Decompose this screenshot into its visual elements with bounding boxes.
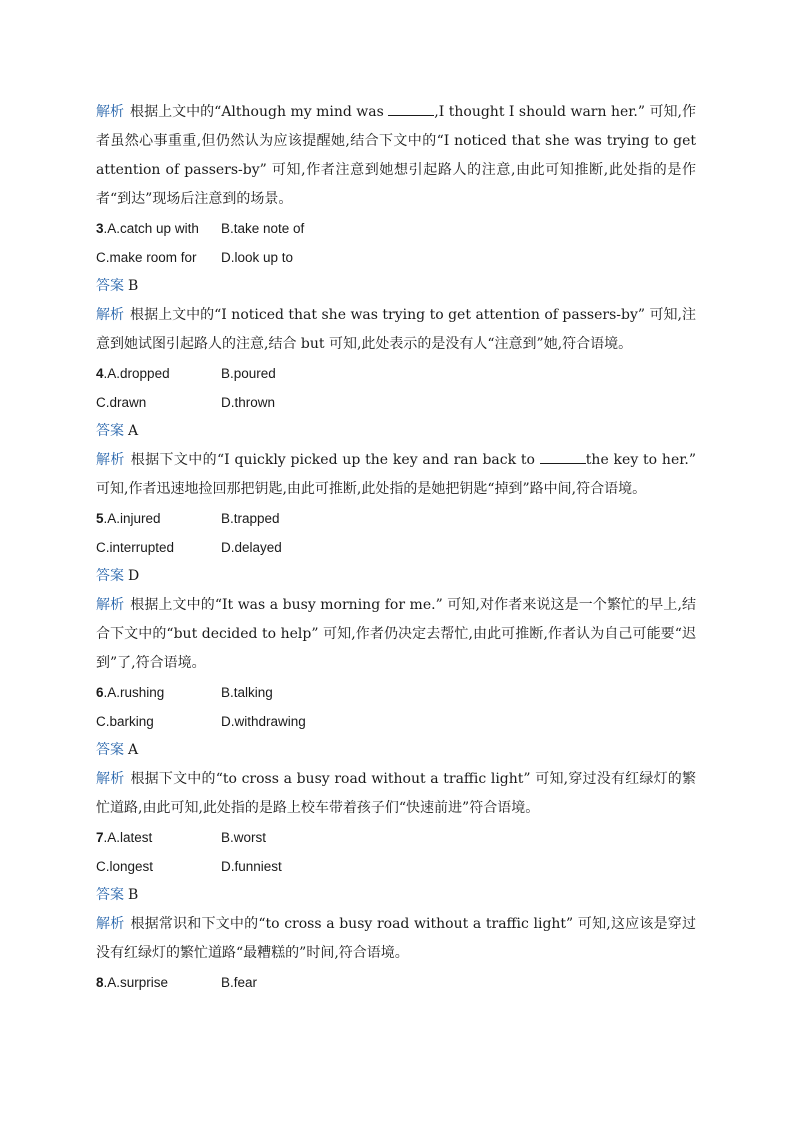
option-text: C.longest (96, 859, 154, 874)
option-text: B.talking (221, 685, 273, 700)
option-text: B.fear (221, 975, 258, 990)
question-number: 8 (96, 975, 104, 990)
answer-value: B (128, 887, 139, 903)
option-item (221, 533, 346, 562)
option-item: 7.A.latest (96, 830, 153, 845)
option-row (96, 968, 696, 997)
answer-line (96, 417, 696, 446)
question-number: 5 (96, 511, 104, 526)
option-text: B.worst (221, 830, 267, 845)
option-item (221, 243, 346, 272)
analysis-text: 根据下文中的“to cross a busy road without a traffic light” 可知,穿过没有红绿灯的繁忙道路,由此可知,此处指的是路上校车带着孩子们“快速前进”符合语境。 (96, 771, 697, 816)
option-text: D.look up to (221, 250, 294, 265)
answer-value: D (128, 568, 140, 584)
option-row (96, 533, 696, 562)
analysis-label: 解析 (96, 916, 125, 932)
option-text: D.withdrawing (221, 714, 306, 729)
question-number: 4 (96, 366, 104, 381)
option-item: 5.A.injured (96, 511, 161, 526)
analysis-paragraph (96, 765, 696, 823)
option-item (221, 823, 346, 852)
analysis-label: 解析 (96, 771, 125, 787)
answer-line (96, 881, 696, 910)
analysis-paragraph (96, 98, 696, 214)
answer-label: 答案 (96, 278, 124, 294)
option-item (221, 852, 346, 881)
analysis-label: 解析 (96, 452, 125, 468)
answer-line (96, 272, 696, 301)
analysis-text: 根据上文中的“It was a busy morning for me.” 可知,对作者来说这是一个繁忙的早上,结合下文中的“but decided to help” 可知,作者仍决定去帮忙,由此可推断,作者认为自己可能要“迟到”了,符合语境。 (96, 597, 697, 671)
analysis-label: 解析 (96, 597, 125, 613)
answer-label: 答案 (96, 568, 124, 584)
option-item (221, 359, 346, 388)
analysis-label: 解析 (96, 104, 125, 120)
question-number: 7 (96, 830, 104, 845)
analysis-paragraph (96, 591, 696, 678)
option-text: A.rushing (107, 685, 165, 700)
question-number: 3 (96, 221, 104, 236)
option-text: A.injured (107, 511, 161, 526)
option-row (96, 388, 696, 417)
answer-label: 答案 (96, 887, 124, 903)
option-item: 4.A.dropped (96, 366, 170, 381)
option-item: 6.A.rushing (96, 685, 165, 700)
answer-line (96, 562, 696, 591)
analysis-text: 根据下文中的“I quickly picked up the key and ran back to (130, 452, 540, 468)
option-text: A.latest (107, 830, 153, 845)
option-item (221, 504, 346, 533)
option-item (96, 243, 221, 272)
option-item (221, 678, 346, 707)
option-row (96, 359, 696, 388)
option-text: C.drawn (96, 395, 147, 410)
option-row (96, 678, 696, 707)
answer-value: A (128, 423, 139, 439)
option-item (221, 707, 346, 736)
option-row (96, 707, 696, 736)
question-number: 6 (96, 685, 104, 700)
option-item (221, 968, 346, 997)
option-item (96, 533, 221, 562)
option-row (96, 852, 696, 881)
analysis-text: 根据常识和下文中的“to cross a busy road without a traffic light” 可知,这应该是穿过没有红绿灯的繁忙道路“最糟糕的”时间,符合语境。 (96, 916, 697, 961)
option-text: D.funniest (221, 859, 282, 874)
option-text: B.take note of (221, 221, 305, 236)
answer-value: B (128, 278, 139, 294)
blank-line (388, 103, 434, 116)
option-item (96, 388, 221, 417)
option-text: A.catch up with (107, 221, 199, 236)
option-row (96, 504, 696, 533)
option-text: A.dropped (107, 366, 170, 381)
analysis-paragraph (96, 446, 696, 504)
option-row (96, 243, 696, 272)
option-row (96, 823, 696, 852)
option-text: C.make room for (96, 250, 197, 265)
analysis-paragraph (96, 301, 696, 359)
option-text: B.trapped (221, 511, 280, 526)
answer-label: 答案 (96, 423, 124, 439)
analysis-text: 根据上文中的“I noticed that she was trying to get attention of passers-by” 可知,注意到她试图引起路人的注意,结合 but 可知,此处表示的是没有人“注意到”她,符合语境。 (96, 307, 696, 352)
option-item (96, 852, 221, 881)
option-row (96, 214, 696, 243)
answer-line (96, 736, 696, 765)
option-text: C.interrupted (96, 540, 175, 555)
analysis-label: 解析 (96, 307, 125, 323)
blank-line (540, 451, 586, 464)
answer-value: A (128, 742, 139, 758)
option-text: B.poured (221, 366, 276, 381)
analysis-text: the key to her.” 可知,作者迅速地捡回那把钥匙,由此可推断,此处指的是她把钥匙“掉到”路中间,符合语境。 (96, 452, 696, 497)
option-item (221, 388, 346, 417)
option-item (221, 214, 346, 243)
option-text: A.surprise (107, 975, 169, 990)
option-text: D.thrown (221, 395, 276, 410)
option-item: 3.A.catch up with (96, 221, 199, 236)
option-text: D.delayed (221, 540, 282, 555)
option-item: 8.A.surprise (96, 975, 169, 990)
option-text: C.barking (96, 714, 154, 729)
answer-label: 答案 (96, 742, 124, 758)
option-item (96, 707, 221, 736)
analysis-text: 根据上文中的“Although my mind was (130, 104, 389, 120)
document-page (96, 98, 696, 997)
analysis-text: ,I thought I should warn her.” 可知,作者虽然心事重重,但仍然认为应该提醒她,结合下文中的“I noticed that she was trying to get attention of passers-by” 可知,作者注意到她想引起路人的注意,由此可知推断,此处指的是作者“到达”现场后注意到的场景。 (96, 104, 697, 207)
analysis-paragraph (96, 910, 696, 968)
